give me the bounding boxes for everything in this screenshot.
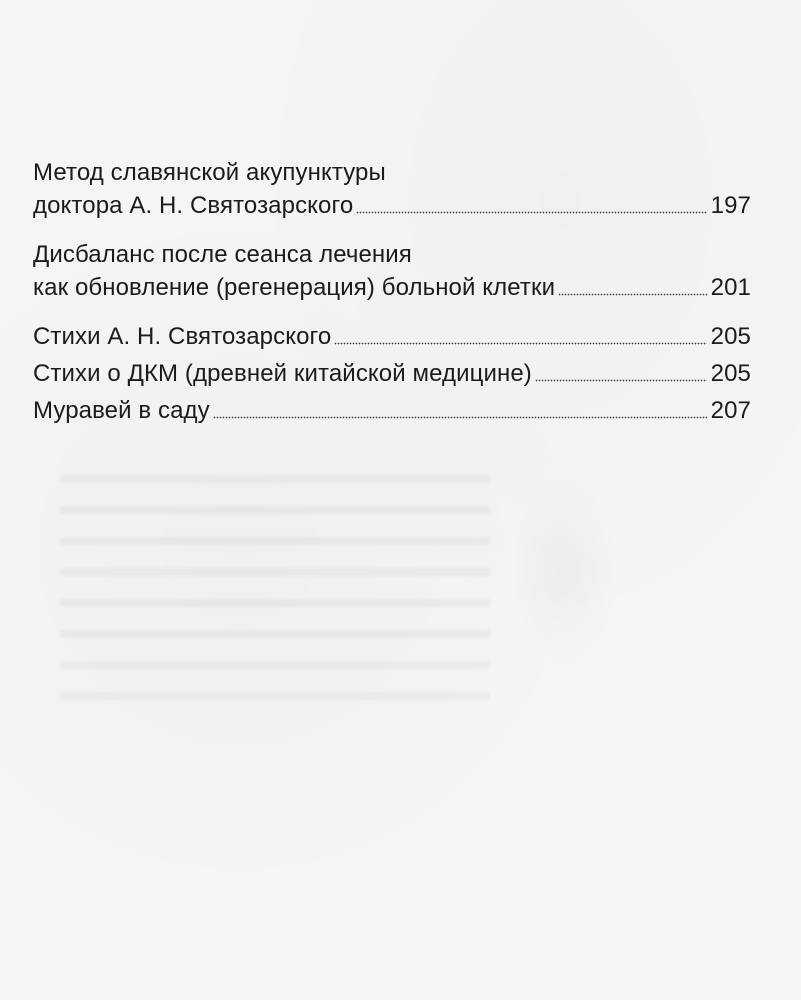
toc-page-number: 197 xyxy=(710,192,751,219)
dot-leader xyxy=(334,340,706,346)
toc-entry-title-line: как обновление (регенерация) больной клетки xyxy=(33,274,556,301)
dot-leader xyxy=(356,209,706,215)
dot-leader xyxy=(535,377,707,383)
table-of-contents xyxy=(33,156,751,427)
toc-entry-poems-author xyxy=(33,320,751,353)
toc-entry-title-line: Муравей в саду xyxy=(33,397,210,424)
toc-entry-title-line: Стихи А. Н. Святозарского xyxy=(33,323,332,350)
toc-entry-acupuncture-method xyxy=(33,156,751,222)
toc-page-number: 201 xyxy=(710,274,751,301)
toc-entry-title-line: доктора А. Н. Святозарского xyxy=(33,192,354,219)
toc-page-number: 207 xyxy=(710,397,751,424)
toc-entry-ant-in-garden xyxy=(33,394,751,427)
toc-page-number: 205 xyxy=(710,360,751,387)
toc-entry-poems-tcm xyxy=(33,357,751,390)
show-through-text xyxy=(60,455,490,700)
toc-entry-disbalance xyxy=(33,238,751,304)
toc-entry-title-line: Стихи о ДКМ (древней китайской медицине) xyxy=(33,360,532,387)
show-through-smudge xyxy=(510,470,620,670)
toc-entry-title-line: Дисбаланс после сеанса лечения xyxy=(33,241,412,268)
dot-leader xyxy=(558,291,707,297)
toc-entry-title-line: Метод славянской акупунктуры xyxy=(33,159,386,186)
toc-page-number: 205 xyxy=(710,323,751,350)
dot-leader xyxy=(213,414,707,420)
